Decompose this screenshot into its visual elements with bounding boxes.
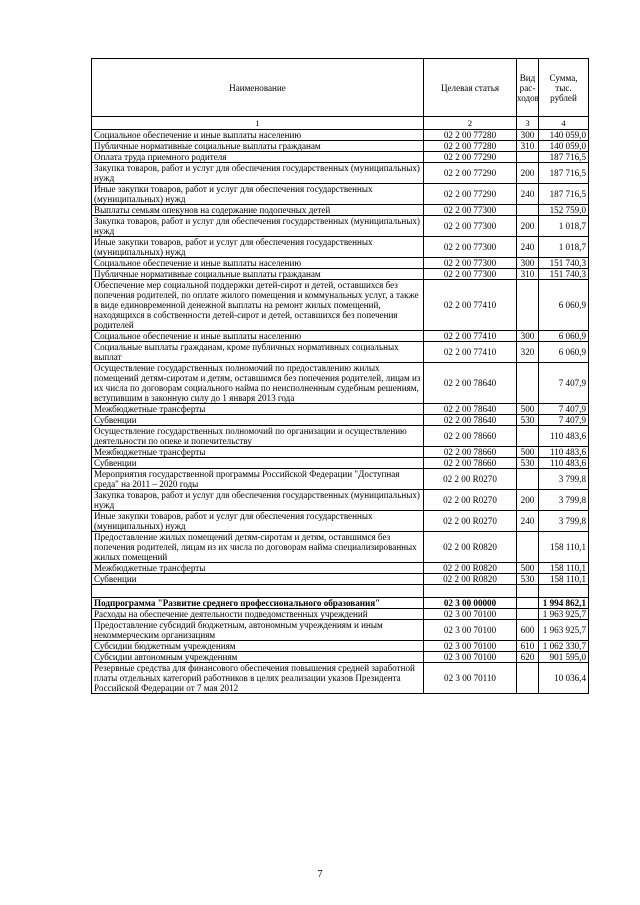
- row-name: Иные закупки товаров, работ и услуг для обеспечения государственных (муниципальных) нужд: [92, 184, 424, 205]
- row-amount: 7 407,9: [539, 415, 589, 426]
- row-target-code: 02 3 00 70100: [424, 620, 517, 641]
- table-row: [92, 469, 589, 490]
- table-row: [92, 205, 589, 216]
- spacer-cell: [517, 585, 539, 598]
- table-row: [92, 363, 589, 404]
- row-expense-kind: 500: [517, 447, 539, 458]
- row-expense-kind: [517, 363, 539, 404]
- row-expense-kind: [517, 663, 539, 694]
- row-amount: 110 483,6: [539, 447, 589, 458]
- table-row: [92, 426, 589, 447]
- row-amount: 1 963 925,7: [539, 620, 589, 641]
- row-name: Мероприятия государственной программы Российской Федерации "Доступная среда" на 2011 – 2020 годы: [92, 469, 424, 490]
- table-row: [92, 447, 589, 458]
- row-target-code: 02 2 00 77290: [424, 184, 517, 205]
- table-row: [92, 620, 589, 641]
- row-name: Подпрограмма "Развитие среднего профессионального образования": [92, 598, 424, 609]
- row-expense-kind: 610: [517, 641, 539, 652]
- row-amount: 140 059,0: [539, 141, 589, 152]
- budget-table: [91, 58, 589, 694]
- row-name: Межбюджетные трансферты: [92, 563, 424, 574]
- row-amount: 187 716,5: [539, 184, 589, 205]
- row-name: Субвенции: [92, 458, 424, 469]
- row-target-code: 02 2 00 78660: [424, 447, 517, 458]
- row-expense-kind: 300: [517, 130, 539, 141]
- row-amount: 1 062 330,7: [539, 641, 589, 652]
- row-name: Закупка товаров, работ и услуг для обеспечения государственных (муниципальных) нужд: [92, 163, 424, 184]
- column-number: 2: [424, 117, 517, 130]
- row-target-code: 02 2 00 78660: [424, 458, 517, 469]
- row-target-code: 02 2 00 R0270: [424, 469, 517, 490]
- row-expense-kind: 530: [517, 574, 539, 585]
- row-expense-kind: [517, 280, 539, 331]
- table-row: [92, 641, 589, 652]
- table-row: [92, 663, 589, 694]
- column-number-row: [92, 117, 589, 130]
- table-row: [92, 574, 589, 585]
- table-row: [92, 237, 589, 258]
- header-sum: Сумма, тыс. рублей: [539, 59, 589, 117]
- row-target-code: 02 2 00 77280: [424, 130, 517, 141]
- row-name: Публичные нормативные социальные выплаты гражданам: [92, 269, 424, 280]
- table-row: [92, 152, 589, 163]
- row-name: Социальные выплаты гражданам, кроме публичных нормативных социальных выплат: [92, 342, 424, 363]
- row-amount: 1 994 862,1: [539, 598, 589, 609]
- row-expense-kind: [517, 426, 539, 447]
- table-row: [92, 216, 589, 237]
- table-row: [92, 184, 589, 205]
- row-expense-kind: 320: [517, 342, 539, 363]
- table-row: [92, 130, 589, 141]
- row-expense-kind: [517, 532, 539, 563]
- row-amount: 110 483,6: [539, 458, 589, 469]
- row-amount: 151 740,3: [539, 258, 589, 269]
- row-expense-kind: 500: [517, 563, 539, 574]
- row-target-code: 02 3 00 70110: [424, 663, 517, 694]
- row-amount: 6 060,9: [539, 280, 589, 331]
- row-expense-kind: [517, 598, 539, 609]
- row-amount: 158 110,1: [539, 563, 589, 574]
- row-target-code: 02 2 00 77410: [424, 331, 517, 342]
- row-target-code: 02 2 00 77280: [424, 141, 517, 152]
- row-name: Социальное обеспечение и иные выплаты населению: [92, 130, 424, 141]
- row-expense-kind: 300: [517, 258, 539, 269]
- row-name: Субвенции: [92, 415, 424, 426]
- row-amount: 3 799,8: [539, 490, 589, 511]
- row-amount: 6 060,9: [539, 342, 589, 363]
- table-row: [92, 598, 589, 609]
- table-row: [92, 269, 589, 280]
- row-target-code: 02 3 00 00000: [424, 598, 517, 609]
- table-row: [92, 331, 589, 342]
- table-row: [92, 609, 589, 620]
- row-target-code: 02 2 00 78660: [424, 426, 517, 447]
- row-name: Субвенции: [92, 574, 424, 585]
- row-amount: 1 018,7: [539, 237, 589, 258]
- row-name: Социальное обеспечение и иные выплаты населению: [92, 258, 424, 269]
- table-row: [92, 511, 589, 532]
- row-amount: 3 799,8: [539, 469, 589, 490]
- row-expense-kind: 240: [517, 511, 539, 532]
- row-amount: 110 483,6: [539, 426, 589, 447]
- row-expense-kind: 200: [517, 163, 539, 184]
- table-row: [92, 141, 589, 152]
- column-number: 3: [517, 117, 539, 130]
- row-target-code: 02 2 00 78640: [424, 363, 517, 404]
- table-row: [92, 490, 589, 511]
- row-amount: 901 595,0: [539, 652, 589, 663]
- column-number: 4: [539, 117, 589, 130]
- table-row: [92, 342, 589, 363]
- row-expense-kind: [517, 469, 539, 490]
- row-expense-kind: 310: [517, 141, 539, 152]
- row-expense-kind: 300: [517, 331, 539, 342]
- row-name: Обеспечение мер социальной поддержки детей-сирот и детей, оставшихся без попечения родителей, по оплате жилого помещения и коммунальных услуг, а также в виде единовременной денежной выплаты на ремонт жилых помещений, находящихся в собственности детей-сирот и детей, оставшихся без попечения родителей: [92, 280, 424, 331]
- row-target-code: 02 3 00 70100: [424, 609, 517, 620]
- row-amount: 3 799,8: [539, 511, 589, 532]
- row-target-code: 02 2 00 R0820: [424, 563, 517, 574]
- row-target-code: 02 2 00 R0820: [424, 532, 517, 563]
- row-amount: 1 018,7: [539, 216, 589, 237]
- table-row: [92, 458, 589, 469]
- row-target-code: 02 2 00 77300: [424, 258, 517, 269]
- row-amount: 187 716,5: [539, 163, 589, 184]
- row-expense-kind: 240: [517, 237, 539, 258]
- row-expense-kind: 240: [517, 184, 539, 205]
- row-name: Выплаты семьям опекунов на содержание подопечных детей: [92, 205, 424, 216]
- table-row: [92, 563, 589, 574]
- header-target-article: Целевая статья: [424, 59, 517, 117]
- table-row: [92, 404, 589, 415]
- row-target-code: 02 2 00 77410: [424, 342, 517, 363]
- row-target-code: 02 2 00 R0270: [424, 490, 517, 511]
- row-name: Публичные нормативные социальные выплаты гражданам: [92, 141, 424, 152]
- row-target-code: 02 2 00 77300: [424, 269, 517, 280]
- row-target-code: 02 2 00 R0270: [424, 511, 517, 532]
- spacer-cell: [424, 585, 517, 598]
- row-target-code: 02 3 00 70100: [424, 652, 517, 663]
- row-name: Межбюджетные трансферты: [92, 447, 424, 458]
- row-name: Субсидии автономным учреждениям: [92, 652, 424, 663]
- row-target-code: 02 2 00 77300: [424, 205, 517, 216]
- row-expense-kind: 200: [517, 490, 539, 511]
- page-number: 7: [317, 869, 323, 880]
- row-amount: 158 110,1: [539, 574, 589, 585]
- row-target-code: 02 2 00 77300: [424, 216, 517, 237]
- row-target-code: 02 2 00 77410: [424, 280, 517, 331]
- row-expense-kind: 500: [517, 404, 539, 415]
- row-name: Иные закупки товаров, работ и услуг для обеспечения государственных (муниципальных) нужд: [92, 237, 424, 258]
- row-expense-kind: 530: [517, 458, 539, 469]
- row-target-code: 02 2 00 78640: [424, 415, 517, 426]
- spacer-cell: [539, 585, 589, 598]
- row-name: Субсидии бюджетным учреждениям: [92, 641, 424, 652]
- row-name: Предоставление субсидий бюджетным, автономным учреждениям и иным некоммерческим организациям: [92, 620, 424, 641]
- spacer-cell: [92, 585, 424, 598]
- row-amount: 152 759,0: [539, 205, 589, 216]
- header-expense-kind: Вид рас-ходов: [517, 59, 539, 117]
- row-target-code: 02 2 00 77300: [424, 237, 517, 258]
- row-name: Осуществление государственных полномочий по предоставлению жилых помещений детям-сиротам и детям, оставшимся без попечения родителей, лицам из их числа по договорам социального найма по неисполненным судебным решениям, вступившим в законную силу до 1 января 2013 года: [92, 363, 424, 404]
- table-row: [92, 415, 589, 426]
- row-name: Закупка товаров, работ и услуг для обеспечения государственных (муниципальных) нужд: [92, 216, 424, 237]
- row-target-code: 02 3 00 70100: [424, 641, 517, 652]
- row-expense-kind: 620: [517, 652, 539, 663]
- row-name: Межбюджетные трансферты: [92, 404, 424, 415]
- row-name: Расходы на обеспечение деятельности подведомственных учреждений: [92, 609, 424, 620]
- row-amount: 140 059,0: [539, 130, 589, 141]
- row-name: Осуществление государственных полномочий по организации и осуществлению деятельности по опеке и попечительству: [92, 426, 424, 447]
- row-target-code: 02 2 00 77290: [424, 163, 517, 184]
- table-row: [92, 163, 589, 184]
- row-name: Закупка товаров, работ и услуг для обеспечения государственных (муниципальных) нужд: [92, 490, 424, 511]
- row-expense-kind: 600: [517, 620, 539, 641]
- table-row: [92, 652, 589, 663]
- row-name: Предоставление жилых помещений детям-сиротам и детям, оставшимся без попечения родителей, лицам из их числа по договорам найма специализированных жилых помещений: [92, 532, 424, 563]
- table-row: [92, 258, 589, 269]
- row-expense-kind: [517, 205, 539, 216]
- row-amount: 10 036,4: [539, 663, 589, 694]
- row-expense-kind: [517, 609, 539, 620]
- row-target-code: 02 2 00 78640: [424, 404, 517, 415]
- header-name: Наименование: [92, 59, 424, 117]
- table-header-row: [92, 59, 589, 117]
- table-row: [92, 280, 589, 331]
- row-expense-kind: [517, 152, 539, 163]
- row-target-code: 02 2 00 77290: [424, 152, 517, 163]
- row-amount: 7 407,9: [539, 363, 589, 404]
- row-expense-kind: 530: [517, 415, 539, 426]
- row-amount: 6 060,9: [539, 331, 589, 342]
- row-name: Иные закупки товаров, работ и услуг для обеспечения государственных (муниципальных) нужд: [92, 511, 424, 532]
- row-expense-kind: 200: [517, 216, 539, 237]
- row-amount: 1 963 925,7: [539, 609, 589, 620]
- row-amount: 158 110,1: [539, 532, 589, 563]
- row-name: Резервные средства для финансового обеспечения повышения средней заработной платы отдельных категорий работников в целях реализации указов Президента Российской Федерации от 7 мая 2012: [92, 663, 424, 694]
- table-row: [92, 532, 589, 563]
- row-name: Оплата труда приемного родителя: [92, 152, 424, 163]
- row-amount: 151 740,3: [539, 269, 589, 280]
- row-amount: 187 716,5: [539, 152, 589, 163]
- row-name: Социальное обеспечение и иные выплаты населению: [92, 331, 424, 342]
- spacer-row: [92, 585, 589, 598]
- row-expense-kind: 310: [517, 269, 539, 280]
- row-amount: 7 407,9: [539, 404, 589, 415]
- column-number: 1: [92, 117, 424, 130]
- row-target-code: 02 2 00 R0820: [424, 574, 517, 585]
